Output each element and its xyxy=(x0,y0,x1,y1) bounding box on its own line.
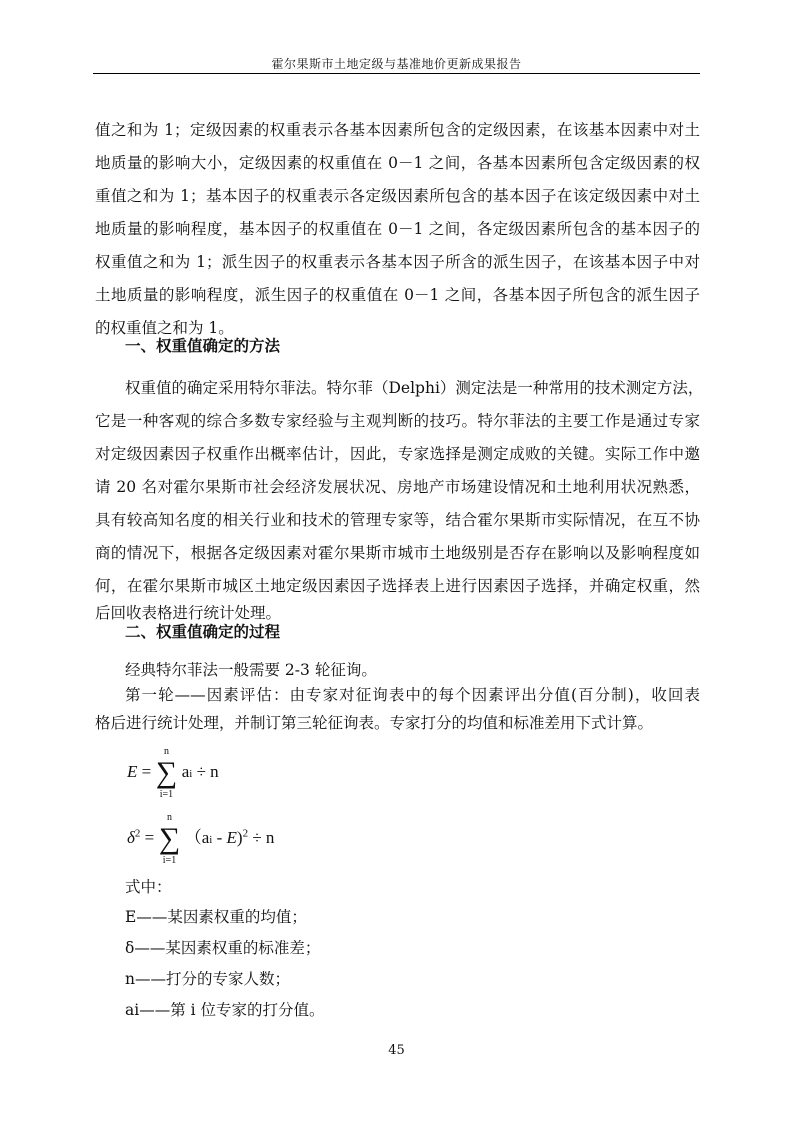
text-line: 地质量的影响大小，定级因素的权重值在 0－1 之间，各基本因素所包含定级因素的权 xyxy=(95,154,700,172)
formula-e: E xyxy=(226,828,237,847)
formula-close: ) xyxy=(236,828,243,847)
sum-lower-limit: i=1 xyxy=(162,855,177,867)
formula-mean xyxy=(127,746,219,800)
formula-mid: - xyxy=(212,828,227,847)
section-heading-2: 二、权重值确定的过程 xyxy=(125,623,281,641)
formula-eq: = xyxy=(141,761,152,781)
definition-item: n——打分的专家人数； xyxy=(125,970,290,988)
text-line: 地质量的影响程度，基本因子的权重值在 0－1 之间，各定级因素所包含的基本因子的 xyxy=(95,220,700,238)
page-number: 45 xyxy=(388,1043,405,1058)
formula-eq: = xyxy=(144,828,155,847)
text-line: 格后进行统计处理，并制订第三轮征询表。专家打分的均值和标准差用下式计算。 xyxy=(95,714,654,732)
definition-item: E——某因素权重的均值； xyxy=(125,908,307,926)
text-line: 值之和为 1；定级因素的权重表示各基本因素所包含的定级因素，在该基本因素中对土 xyxy=(95,121,700,139)
text-line: 权重值的确定采用特尔菲法。特尔菲（Delphi）测定法是一种常用的技术测定方法， xyxy=(125,379,704,397)
formula-lhs: E xyxy=(127,761,138,781)
summation-symbol xyxy=(155,746,178,800)
formula-sup2: 2 xyxy=(242,827,249,840)
formula-subscript: i xyxy=(209,834,213,846)
text-line: 土地质量的影响程度，派生因子的权重值在 0－1 之间，各基本因子所包含的派生因子 xyxy=(95,286,700,304)
text-line: 对定级因素因子权重作出概率估计，因此，专家选择是测定成败的关键。实际工作中邀 xyxy=(95,445,700,463)
formula-term: a xyxy=(181,761,190,781)
formula-open: （a xyxy=(184,828,210,847)
text-line: 何，在霍尔果斯市城区土地定级因素因子选择表上进行因素因子选择，并确定权重，然 xyxy=(95,577,700,595)
definition-item: ai——第 i 位专家的打分值。 xyxy=(125,1001,325,1019)
sigma-icon: ∑ xyxy=(155,756,178,789)
formula-lhs: δ xyxy=(127,828,135,847)
sum-upper-limit: n xyxy=(167,812,172,824)
text-line: 请 20 名对霍尔果斯市社会经济发展状况、房地产市场建设情况和土地利用状况熟悉， xyxy=(95,478,700,496)
formula-subscript: i xyxy=(189,767,193,780)
where-label: 式中： xyxy=(125,878,172,896)
sum-upper-limit: n xyxy=(163,746,169,757)
text-line: 具有较高知名度的相关行业和技术的管理专家等，结合霍尔果斯市实际情况，在互不协 xyxy=(95,511,700,529)
text-line: 第一轮——因素评估：由专家对征询表中的每个因素评出分值(百分制)，收回表 xyxy=(125,686,700,704)
sigma-icon: ∑ xyxy=(158,822,181,856)
text-line: 经典特尔菲法一般需要 2-3 轮征询。 xyxy=(125,661,377,679)
formula-rest: ÷ n xyxy=(252,828,275,847)
text-line: 商的情况下，根据各定级因素对霍尔果斯市城市土地级别是否存在影响以及影响程度如 xyxy=(95,544,700,562)
definition-item: δ——某因素权重的标准差； xyxy=(125,939,321,957)
header-divider xyxy=(93,73,700,74)
sum-lower-limit: i=1 xyxy=(159,789,174,800)
text-line: 的权重值之和为 1。 xyxy=(95,319,234,337)
text-line: 它是一种客观的综合多数专家经验与主观判断的技巧。特尔菲法的主要工作是通过专家 xyxy=(95,412,700,430)
text-line: 权重值之和为 1；派生因子的权重表示各基本因子所含的派生因子，在该基本因子中对 xyxy=(95,253,700,271)
formula-stddev xyxy=(127,812,275,867)
text-line: 重值之和为 1；基本因子的权重表示各定级因素所包含的基本因子在该定级因素中对土 xyxy=(95,187,700,205)
summation-symbol xyxy=(158,812,181,867)
formula-rest: ÷ n xyxy=(196,761,219,781)
text-line: 后回收表格进行统计处理。 xyxy=(95,604,282,622)
section-heading-1: 一、权重值确定的方法 xyxy=(125,337,281,355)
header-title: 霍尔果斯市土地定级与基准地价更新成果报告 xyxy=(271,57,522,71)
formula-sup: 2 xyxy=(134,827,141,840)
